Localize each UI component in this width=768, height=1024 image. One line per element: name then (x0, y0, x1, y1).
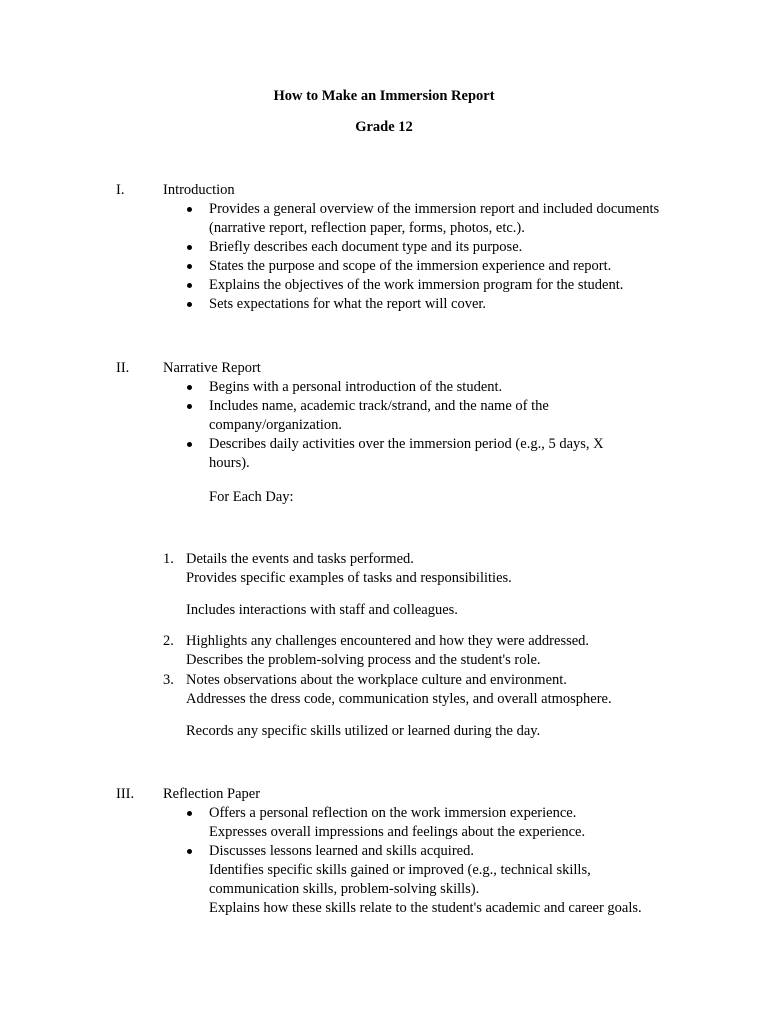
section-1-numeral: I. (116, 182, 125, 198)
section-1-bullets (186, 200, 666, 314)
bullet-icon (187, 811, 192, 816)
list-item: Discusses lessons learned and skills acquired. Identifies specific skills gained or improved (e.g., technical skills, communication skills, problem-solving skills). Explains how these skills relate to the student's academic and career goals. (186, 842, 686, 918)
for-each-day-label: For Each Day: (209, 489, 294, 505)
list-item: Sets expectations for what the report will cover. (186, 295, 666, 314)
section-3-bullets (186, 804, 686, 918)
list-number: 3. (163, 672, 174, 688)
bullet-detail: Expresses overall impressions and feelings about the experience. (209, 824, 586, 840)
bullet-icon (187, 283, 192, 288)
section-2-bullets (186, 378, 646, 473)
bullet-icon (187, 264, 192, 269)
bullet-detail: Explains how these skills relate to the student's academic and career goals. (209, 900, 642, 916)
section-2-numeral: II. (116, 360, 130, 376)
bullet-detail: communication skills, problem-solving skills). (209, 881, 480, 897)
numbered-item-1-note: Includes interactions with staff and colleagues. (186, 602, 458, 618)
document-subtitle: Grade 12 (355, 119, 413, 135)
list-item-line: Highlights any challenges encountered and how they were addressed. (186, 633, 590, 649)
list-item: Describes daily activities over the immersion period (e.g., 5 days, X hours). (186, 435, 646, 473)
numbered-item-3 (163, 671, 663, 709)
list-item: Explains the objectives of the work immersion program for the student. (186, 276, 666, 295)
bullet-icon (187, 245, 192, 250)
list-item-line: Notes observations about the workplace culture and environment. (186, 672, 567, 688)
list-item: Offers a personal reflection on the work immersion experience. Expresses overall impressions and feelings about the experience. (186, 804, 686, 842)
list-item: States the purpose and scope of the immersion experience and report. (186, 257, 666, 276)
section-2-heading: Narrative Report (163, 360, 261, 376)
numbered-item-1 (163, 550, 663, 588)
bullet-icon (187, 302, 192, 307)
numbered-item-2 (163, 632, 663, 670)
numbered-item-3-note: Records any specific skills utilized or learned during the day. (186, 723, 541, 739)
bullet-icon (187, 849, 192, 854)
bullet-icon (187, 385, 192, 390)
bullet-detail: Identifies specific skills gained or improved (e.g., technical skills, (209, 862, 591, 878)
section-1-heading: Introduction (163, 182, 235, 198)
list-item: Briefly describes each document type and its purpose. (186, 238, 666, 257)
document-title: How to Make an Immersion Report (273, 88, 495, 104)
list-item-line: Describes the problem-solving process and the student's role. (186, 652, 541, 668)
list-item: Provides a general overview of the immersion report and included documents (narrative report, reflection paper, forms, photos, etc.). (186, 200, 666, 238)
list-number: 1. (163, 551, 174, 567)
list-item-line: Details the events and tasks performed. (186, 551, 414, 567)
list-item: Includes name, academic track/strand, and the name of the company/organization. (186, 397, 646, 435)
list-item: Begins with a personal introduction of the student. (186, 378, 646, 397)
section-3-heading: Reflection Paper (163, 786, 261, 802)
list-item-line: Addresses the dress code, communication styles, and overall atmosphere. (186, 691, 612, 707)
bullet-icon (187, 442, 192, 447)
bullet-icon (187, 404, 192, 409)
section-3-numeral: III. (116, 786, 135, 802)
list-item-line: Provides specific examples of tasks and responsibilities. (186, 570, 512, 586)
bullet-icon (187, 207, 192, 212)
list-number: 2. (163, 633, 174, 649)
